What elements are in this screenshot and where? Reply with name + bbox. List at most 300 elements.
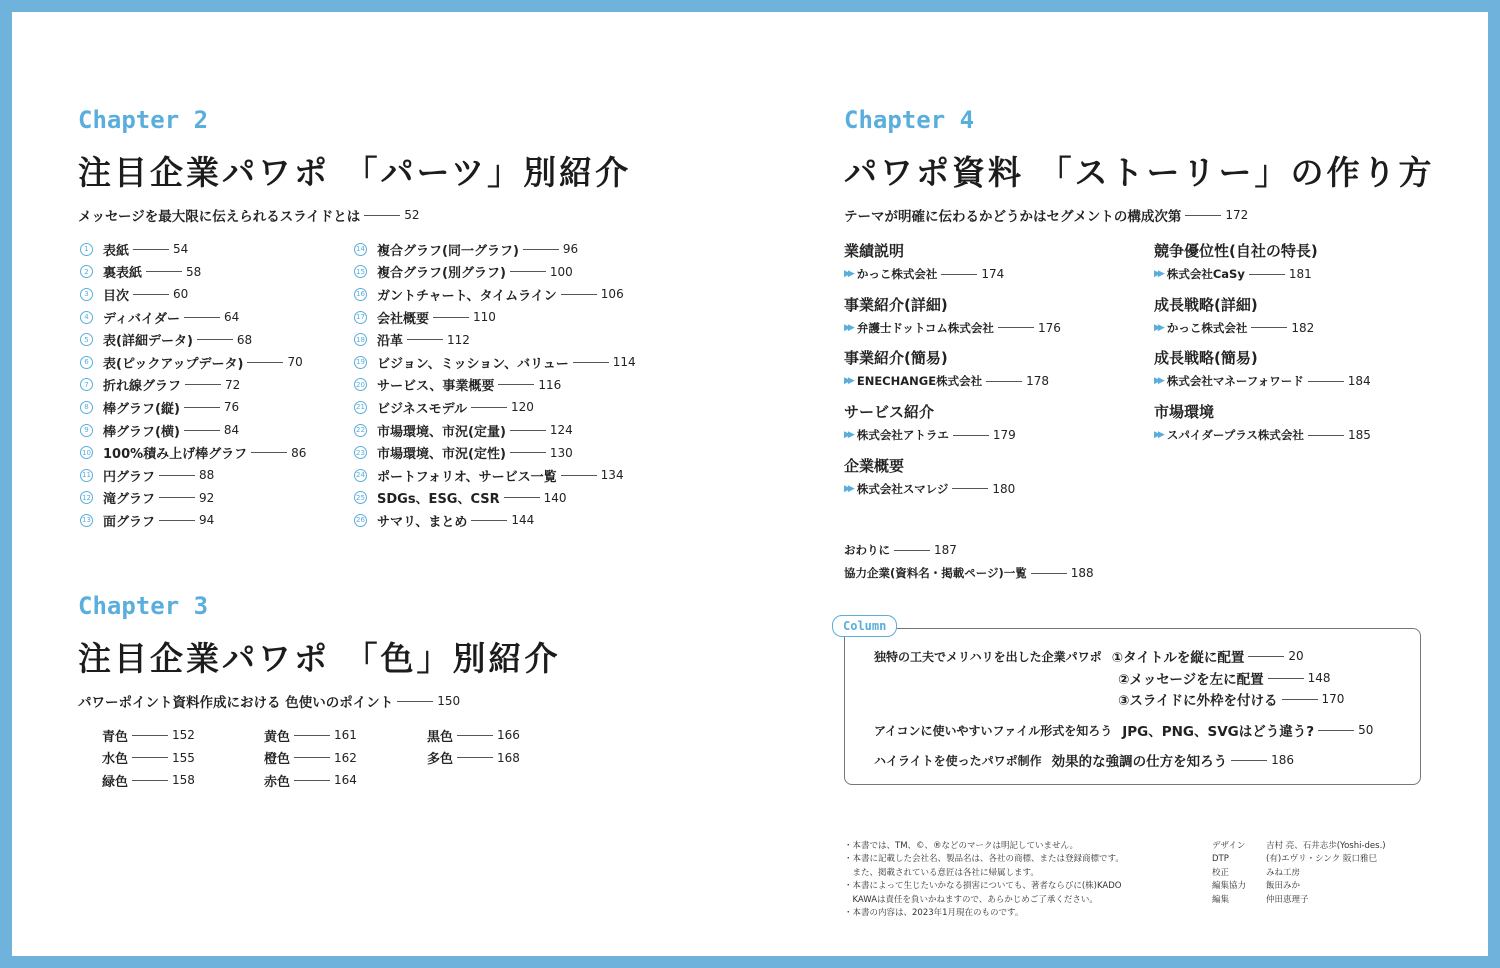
toc-item[interactable] [354,419,636,442]
toc-item-label: 表(詳細データ) [103,334,193,350]
toc-item-label: ガントチャート、タイムライン [377,288,557,304]
credit-row [1212,867,1386,880]
circled-number: 10 [80,446,93,459]
toc-item[interactable] [354,374,636,397]
leader-line [247,362,283,363]
leader-line [504,497,540,498]
column-line-2[interactable] [1118,668,1331,688]
color-item[interactable] [427,724,520,747]
circled-number: 25 [354,491,367,504]
toc-item-label: 目次 [103,288,130,304]
story-section-heading: 企業概要 [844,456,905,475]
toc-item-page: 124 [549,423,573,438]
toc-item-page: 76 [223,400,240,415]
toc-item-label: サービス、事業概要 [377,379,495,395]
leader-line [1231,760,1267,761]
circled-number: 20 [354,378,367,391]
toc-item-page: 106 [600,287,624,302]
company-page: 181 [1288,267,1312,281]
column-line-3[interactable] [1118,689,1344,709]
toc-item[interactable] [80,419,306,442]
leader-line [941,274,977,275]
chapter2-lead[interactable] [78,205,420,225]
leader-line [433,317,469,318]
circled-number: 1 [80,243,93,256]
chapter2-label: Chapter 2 [78,106,209,134]
toc-item-page: 68 [236,332,253,347]
leader-line [1249,274,1285,275]
leader-line [471,407,507,408]
toc-item-page: 64 [223,310,240,325]
toc-item-page: 120 [510,400,534,415]
double-triangle-icon: ▶▶ [1154,322,1162,333]
color-item-page: 155 [172,750,195,765]
toc-item-label: 円グラフ [103,469,156,485]
chapter4-label: Chapter 4 [844,106,975,134]
toc-item-label: 棒グラフ(横) [103,424,180,440]
note-line: KAWAは責任を負いかねますので、あらかじめご了承ください。 [844,894,1098,905]
leader-line [1031,573,1067,574]
toc-item[interactable] [354,306,636,329]
toc-item[interactable] [354,283,636,306]
toc-item-page: 116 [538,377,562,392]
toc-item-label: 市場環境、市況(定量) [377,424,506,440]
note-line: ・本書に記載した会社名、製品名は、各社の商標、または登録商標です。 [844,854,1124,865]
toc-item-page: 94 [199,513,215,528]
color-item-label: 黄色 [264,729,291,745]
company-name: ENECHANGE株式会社 [856,374,983,389]
leader-line [294,757,330,758]
double-triangle-icon: ▶▶ [844,269,852,279]
story-section-company [844,320,1061,336]
circled-number: 6 [80,356,93,369]
leader-line [364,215,400,216]
leader-line [159,520,195,521]
story-section-company [1154,427,1371,443]
toc-item-label: 複合グラフ(別グラフ) [377,266,506,282]
leader-line [184,317,220,318]
leader-line [294,735,330,736]
toc-item-page: 112 [447,332,470,347]
chapter3-lead-text: パワーポイント資料作成における 色使いのポイント [78,695,394,711]
story-section[interactable] [1154,240,1371,294]
circled-number: 24 [354,469,367,482]
credit-name: みね工房 [1266,867,1301,878]
circled-number: 4 [80,311,93,324]
leader-line [294,780,330,781]
toc-item-page: 88 [199,468,215,483]
leader-line [1248,656,1284,657]
company-page: 182 [1291,320,1315,335]
double-triangle-icon: ▶▶ [844,430,852,441]
credit-role: 編集 [1212,894,1230,905]
color-item-label: 黒色 [427,729,454,745]
story-section-heading: サービス紹介 [844,403,935,422]
leader-line [471,520,507,521]
toc-item-label: 面グラフ [103,514,156,530]
toc-item-label: 沿革 [377,334,404,350]
note-line: また、掲載されている意匠は各社に帰属します。 [844,867,1039,878]
toc-item[interactable] [80,261,306,284]
toc-item-label: 棒グラフ(縦) [103,401,180,417]
toc-item-page: 54 [173,242,189,257]
column-line4-text: JPG、PNG、SVGはどう違う? [1122,724,1315,740]
chapter2-list-right [354,238,636,532]
credit-row [1212,853,1386,866]
circled-number: 16 [354,288,367,301]
color-item-page: 152 [172,728,195,743]
leader-line [1308,435,1344,436]
leader-line [1282,699,1318,700]
circled-number: 7 [80,378,93,391]
color-item[interactable] [427,747,520,770]
cooperation-text: 協力企業(資料名・掲載ページ)一覧 [844,566,1027,580]
toc-item-label: 表紙 [103,243,130,259]
leader-line [159,475,195,476]
leader-line [185,384,221,385]
story-section-heading: 成長戦略(簡易) [1154,349,1258,368]
leader-line [1268,678,1304,679]
toc-item-label: 折れ線グラフ [103,379,182,395]
company-page: 179 [992,428,1016,443]
double-triangle-icon: ▶▶ [844,376,852,387]
circled-number: 22 [354,424,367,437]
leader-line [498,384,534,385]
company-name: かっこ株式会社 [1166,320,1248,335]
chapter3-colors-col2 [264,724,357,792]
leader-line [1308,381,1344,382]
leader-line [133,249,169,250]
chapter4-title: パワポ資料 「ストーリー」の作り方 [844,153,1435,192]
circled-number: 9 [80,424,93,437]
column-line-5[interactable] [874,750,1294,770]
circled-number: 15 [354,265,367,278]
notes-block [844,840,1124,920]
leader-line [407,339,443,340]
story-section-heading: 事業紹介(簡易) [844,349,948,368]
cooperation-page: 188 [1070,566,1094,580]
toc-item[interactable] [354,238,636,261]
credit-name: 吉村 亮、石井志歩(Yoshi-des.) [1266,841,1386,851]
leader-line [1318,730,1354,731]
chapter2-title: 注目企業パワポ 「パーツ」別紹介 [78,153,632,192]
chapter4-lead-page: 172 [1225,208,1249,222]
toc-item-label: 市場環境、市況(定性) [377,447,506,463]
chapter3-label: Chapter 3 [78,592,209,620]
company-page: 176 [1037,320,1061,335]
leader-line [146,271,182,272]
story-section-heading: 事業紹介(詳細) [844,295,948,314]
column-line4-page: 50 [1358,723,1374,737]
chapter3-lead[interactable] [78,691,460,711]
toc-item-page: 110 [473,310,496,325]
note-line: ・本書によって生じたいかなる損害についても、著者ならびに(株)KADO [844,881,1122,892]
chapter4-lead[interactable] [844,205,1248,225]
toc-item-label: 表(ピックアップデータ) [103,356,244,372]
toc-item[interactable] [354,464,636,487]
toc-item-page: 86 [291,445,307,460]
toc-item-label: ポートフォリオ、サービス一覧 [377,469,557,485]
toc-item-page: 100 [549,264,573,279]
toc-item-page: 72 [225,377,241,392]
toc-item[interactable] [80,441,306,464]
toc-item[interactable] [354,487,636,510]
toc-item-page: 114 [612,355,636,370]
column-line1-prefix: 独特の工夫でメリハリを出した企業パワポ [874,649,1102,664]
company-name: 株式会社CaSy [1166,267,1245,281]
leader-line [510,271,546,272]
double-triangle-icon: ▶▶ [844,483,852,494]
credit-role: デザイン [1212,841,1246,851]
circled-number: 2 [80,265,93,278]
story-section-heading: 市場環境 [1154,403,1215,422]
color-item-page: 158 [172,773,195,788]
leader-line [523,249,559,250]
toc-item-label: ビジョン、ミッション、バリュー [377,356,569,372]
story-section-heading: 競争優位性(自社の特長) [1154,242,1318,260]
chapter2-list-left [80,238,306,532]
color-item-label: 水色 [102,752,129,768]
leader-line [457,735,493,736]
column-line1-text: ①タイトルを縦に配置 [1111,650,1245,666]
company-page: 185 [1347,428,1371,443]
company-name: スパイダープラス株式会社 [1166,428,1304,443]
leader-line [510,430,546,431]
color-item-page: 162 [334,750,357,765]
toc-item[interactable] [354,351,636,374]
toc-item-label: ディバイダー [103,311,180,327]
circled-number: 3 [80,288,93,301]
toc-item[interactable] [354,261,636,284]
leader-line [510,452,546,453]
color-item-page: 166 [497,728,520,743]
toc-item-page: 60 [173,287,189,302]
color-item-page: 161 [334,728,357,743]
story-section[interactable] [844,294,1061,348]
story-section-company [844,266,1061,282]
chapter2-lead-text: メッセージを最大限に伝えられるスライドとは [78,209,361,225]
credits-block [1212,840,1386,907]
double-triangle-icon: ▶▶ [1154,376,1162,387]
circled-number: 8 [80,401,93,414]
toc-item[interactable] [80,238,306,261]
color-item-label: 青色 [102,729,129,745]
circled-number: 21 [354,401,367,414]
toc-item[interactable] [80,464,306,487]
story-section-company [844,427,1061,443]
color-item[interactable] [102,724,195,747]
credit-name: (有)エヴリ・シンク 阪口雅巳 [1266,854,1377,865]
leader-line [1251,327,1287,328]
toc-item-page: 70 [287,355,303,370]
circled-number: 26 [354,514,367,527]
leader-line [132,757,168,758]
toc-item-page: 140 [543,490,567,505]
story-section[interactable] [1154,294,1371,348]
leader-line [133,294,169,295]
circled-number: 14 [354,243,367,256]
toc-item-page: 84 [223,423,240,438]
color-item-label: 多色 [427,752,454,768]
toc-item[interactable] [354,328,636,351]
toc-item-page: 58 [186,264,202,279]
color-item[interactable] [102,769,195,792]
toc-item-label: ビジネスモデル [377,401,467,417]
leader-line [184,430,220,431]
story-section-heading: 成長戦略(詳細) [1154,295,1258,314]
toc-item[interactable] [354,396,636,419]
leader-line [132,780,168,781]
color-item[interactable] [102,747,195,770]
leader-line [159,497,195,498]
toc-item[interactable] [80,374,306,397]
toc-item[interactable] [80,328,306,351]
story-section-company [844,373,1061,389]
closing-entry[interactable] [844,542,957,558]
color-item-page: 168 [497,750,520,765]
credit-row [1212,840,1386,853]
toc-item[interactable] [80,396,306,419]
leader-line [251,452,287,453]
leader-line [998,327,1034,328]
note-line: ・本書の内容は、2023年1月現在のものです。 [844,908,1024,919]
story-section-company [1154,320,1371,336]
story-section[interactable] [1154,401,1371,455]
circled-number: 19 [354,356,367,369]
story-section[interactable] [844,455,1061,509]
leader-line [197,339,233,340]
toc-item-page: 144 [511,513,535,528]
company-name: かっこ株式会社 [856,267,938,281]
credit-role: 校正 [1212,867,1230,878]
company-page: 180 [992,481,1016,496]
leader-line [184,407,220,408]
toc-item-label: 100%積み上げ棒グラフ [103,447,248,463]
color-item-label: 赤色 [264,774,291,790]
chapter3-colors-col1 [102,724,195,792]
toc-item-page: 96 [562,242,579,257]
toc-item[interactable] [354,509,636,532]
toc-item[interactable] [80,487,306,510]
toc-item[interactable] [80,509,306,532]
credit-row [1212,894,1386,907]
chapter3-colors-col3 [427,724,520,769]
double-triangle-icon: ▶▶ [1154,430,1162,441]
column-line5-text: 効果的な強調の仕方を知ろう [1051,754,1228,770]
leader-line [986,381,1022,382]
chapter4-list-left [844,240,1061,508]
circled-number: 17 [354,311,367,324]
leader-line [397,701,433,702]
closing-text: おわりに [844,543,890,557]
story-section-heading: 業績説明 [844,242,905,260]
column-line5-page: 186 [1271,753,1295,767]
toc-item[interactable] [354,441,636,464]
column-line2-page: 148 [1307,671,1331,685]
leader-line [132,735,168,736]
color-item-label: 緑色 [102,774,129,790]
column-tab: Column [832,615,897,637]
credit-role: 編集協力 [1212,881,1247,892]
company-page: 174 [981,267,1005,281]
double-triangle-icon: ▶▶ [844,322,852,333]
color-item[interactable] [264,769,357,792]
leader-line [952,488,988,489]
credit-name: 飯田みか [1266,881,1301,892]
leader-line [561,294,597,295]
toc-item[interactable] [80,306,306,329]
story-section[interactable] [844,240,1061,294]
company-name: 弁護士ドットコム株式会社 [856,320,994,335]
circled-number: 5 [80,333,93,346]
circled-number: 12 [80,491,93,504]
company-page: 178 [1026,374,1049,389]
toc-item[interactable] [80,283,306,306]
column-line-1[interactable] [874,646,1304,666]
chapter4-lead-text: テーマが明確に伝わるかどうかはセグメントの構成次第 [844,209,1182,225]
credit-role: DTP [1212,854,1229,865]
toc-item-label: 会社概要 [377,311,430,327]
story-section[interactable] [844,347,1061,401]
story-section-company [1154,266,1371,282]
story-section-company [1154,373,1371,389]
story-section-company [844,481,1061,497]
toc-item-label: SDGs、ESG、CSR [377,492,500,508]
double-triangle-icon: ▶▶ [1154,269,1162,279]
story-section[interactable] [844,401,1061,455]
color-item[interactable] [264,724,357,747]
color-item-page: 164 [334,773,357,788]
toc-item-label: 裏表紙 [103,266,143,282]
leader-line [573,362,609,363]
toc-item-page: 92 [199,490,215,505]
closing-page: 187 [934,543,957,557]
company-name: 株式会社マネーフォワード [1166,374,1304,389]
toc-item-page: 134 [600,468,624,483]
toc-item-label: 複合グラフ(同一グラフ) [377,243,519,259]
company-page: 184 [1347,374,1371,389]
column-line3-text: ③スライドに外枠を付ける [1118,693,1278,709]
credit-name: 仲田恵理子 [1266,894,1309,905]
company-name: 株式会社スマレジ [856,481,949,496]
column-line4-prefix: アイコンに使いやすいファイル形式を知ろう [874,723,1113,738]
chapter4-list-right [1154,240,1371,455]
toc-item[interactable] [80,351,306,374]
company-name: 株式会社アトラエ [856,428,949,443]
credit-row [1212,880,1386,893]
color-item-label: 橙色 [264,752,291,768]
cooperation-entry[interactable] [844,565,1094,581]
circled-number: 13 [80,514,93,527]
color-item[interactable] [264,747,357,770]
leader-line [457,757,493,758]
story-section[interactable] [1154,347,1371,401]
circled-number: 18 [354,333,367,346]
chapter2-lead-page: 52 [404,208,420,222]
toc-item-label: 滝グラフ [103,492,156,508]
column-line-4[interactable] [874,720,1373,740]
circled-number: 11 [80,469,93,482]
column-line2-text: ②メッセージを左に配置 [1118,672,1264,688]
leader-line [953,435,989,436]
column-line5-prefix: ハイライトを使ったパワポ制作 [874,753,1042,768]
toc-item-label: サマリ、まとめ [377,514,468,530]
leader-line [894,550,930,551]
toc-item-page: 130 [549,445,573,460]
leader-line [561,475,597,476]
spread-page [12,12,1488,956]
circled-number: 23 [354,446,367,459]
